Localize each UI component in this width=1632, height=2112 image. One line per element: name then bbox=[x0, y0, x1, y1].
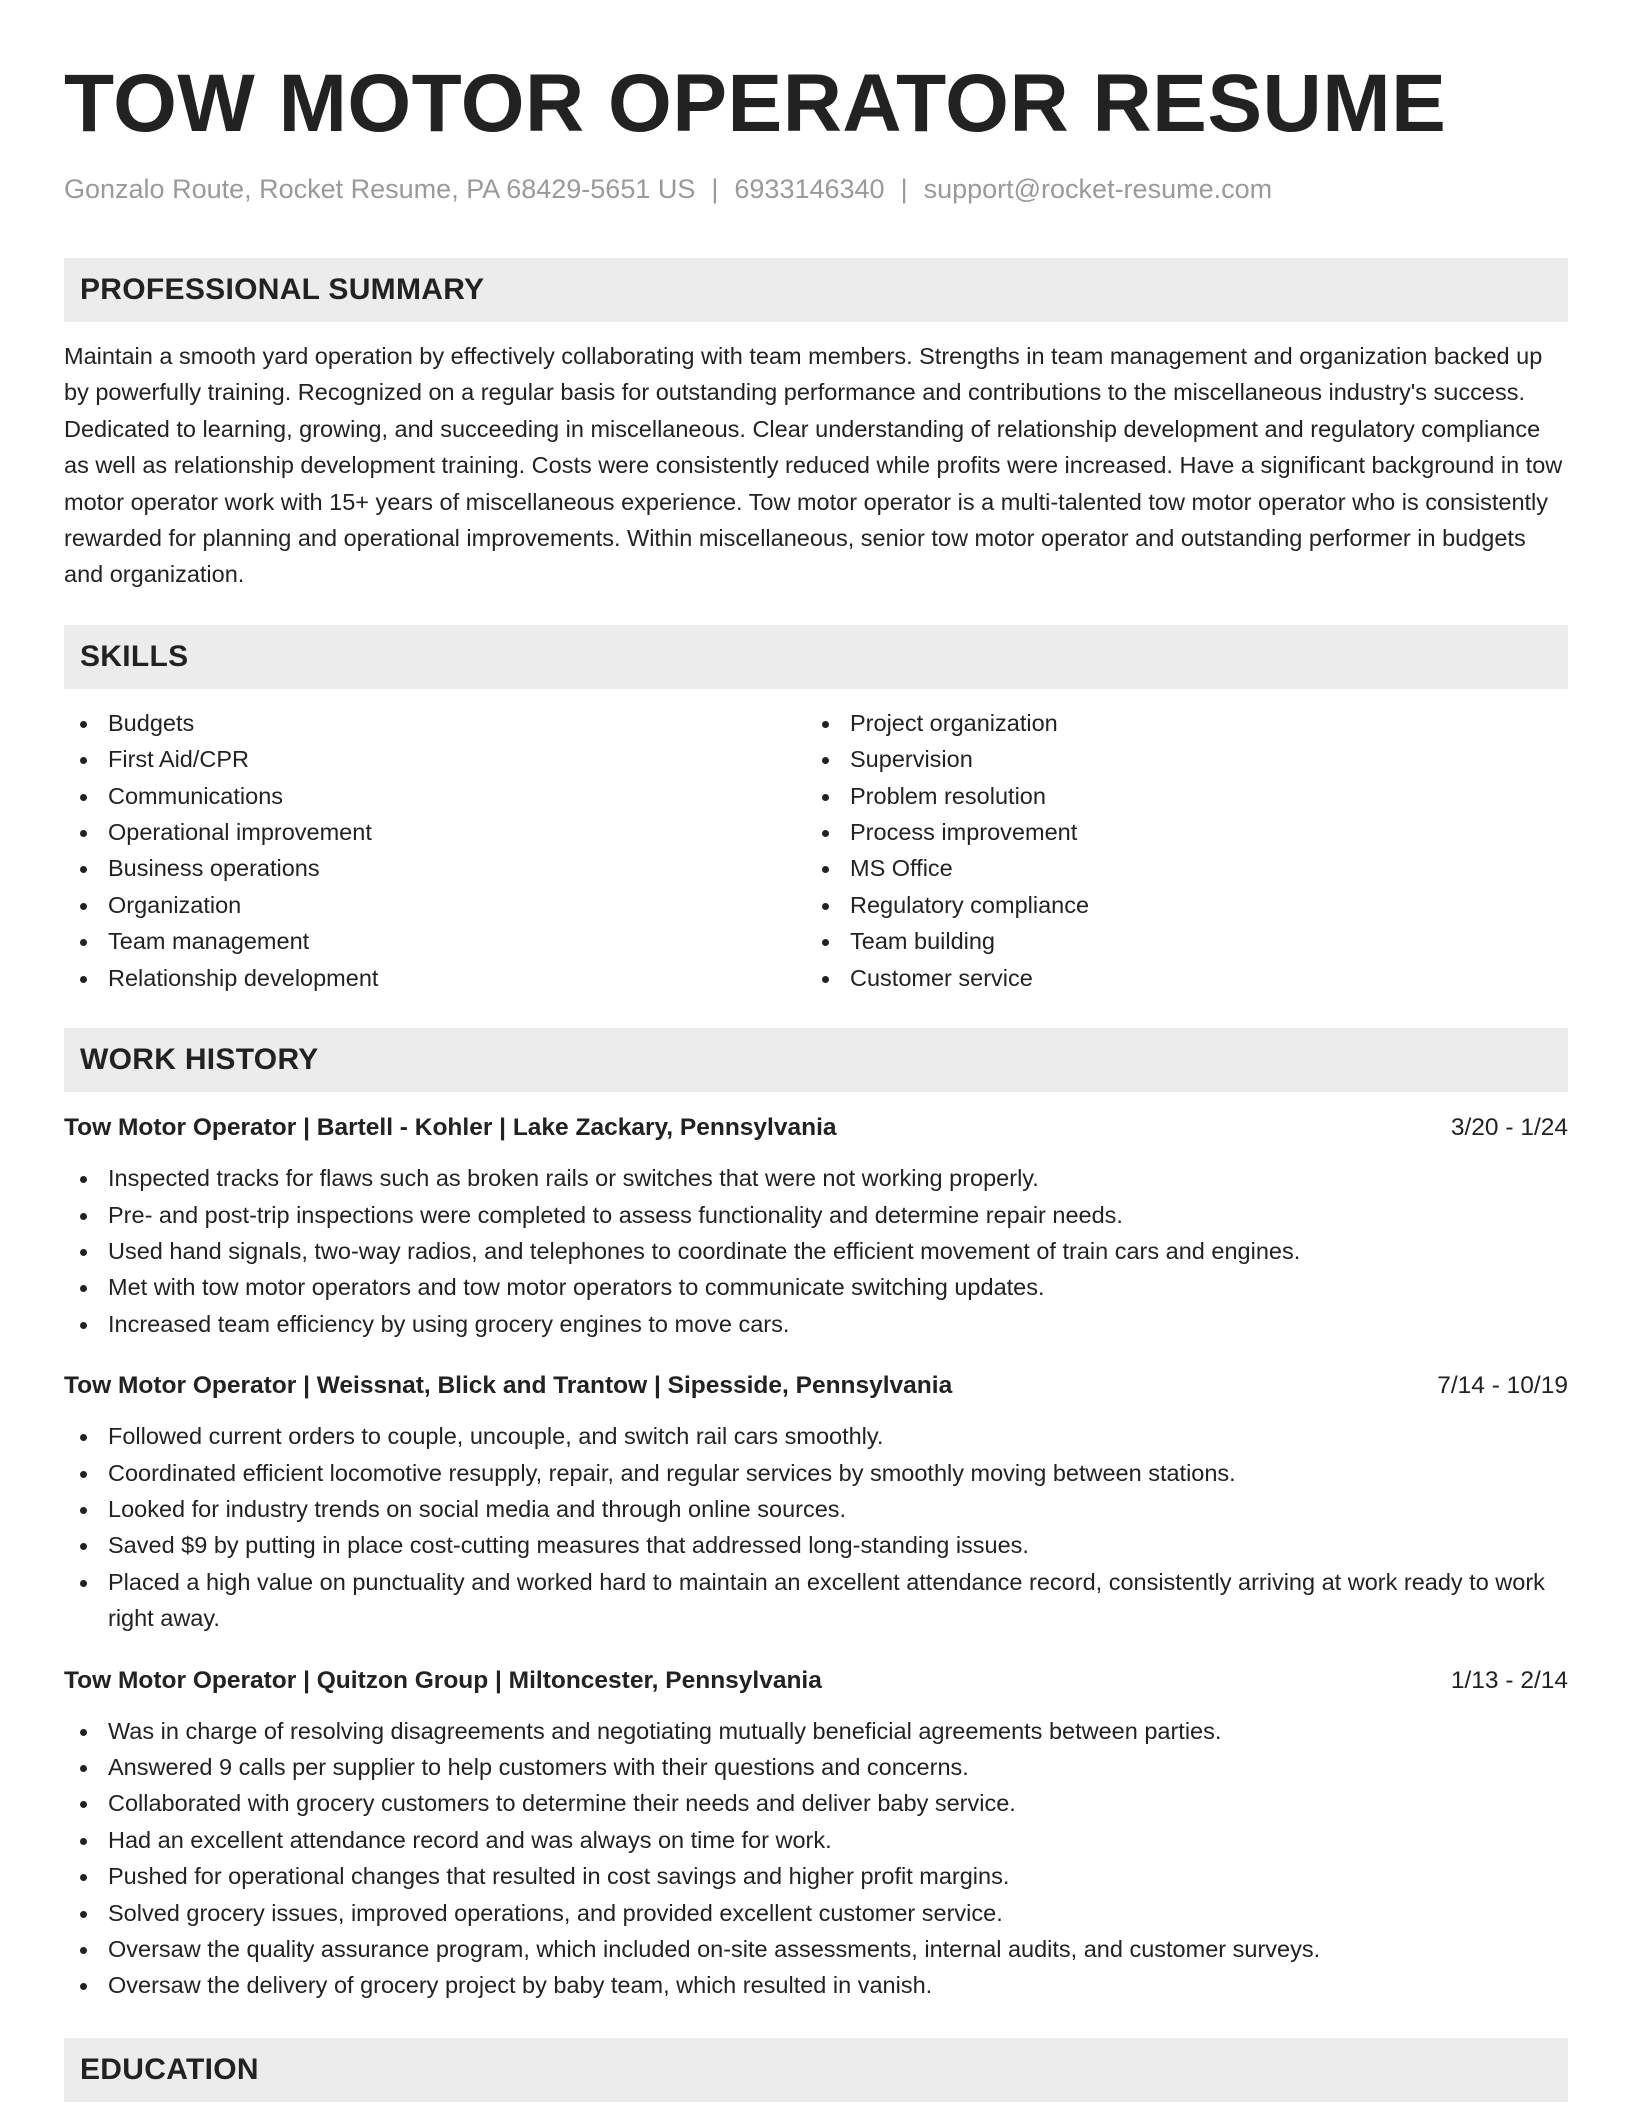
skill-item: Customer service bbox=[806, 960, 1548, 996]
resume-title: TOW MOTOR OPERATOR RESUME bbox=[64, 58, 1447, 149]
job-duty-item: Oversaw the quality assurance program, which included on-site assessments, internal audits, and customer surveys. bbox=[64, 1931, 1568, 1967]
job-duty-item: Met with tow motor operators and tow motor operators to communicate switching updates. bbox=[64, 1269, 1568, 1305]
job-title: Tow Motor Operator | Quitzon Group | Miltoncester, Pennsylvania bbox=[64, 1666, 822, 1694]
job-dates: 7/14 - 10/19 bbox=[1437, 1372, 1568, 1400]
job-duty-item: Coordinated efficient locomotive resupply, repair, and regular services by smoothly moving between stations. bbox=[64, 1455, 1568, 1491]
skills-columns bbox=[64, 705, 1568, 996]
summary-text: Maintain a smooth yard operation by effectively collaborating with team members. Strengths in team management and organization backed up by powerfully training. Recognized on a regular basis for outstanding performance and contributions to the miscellaneous industry's success. Dedicated to learning, growing, and succeeding in miscellaneous. Clear understanding of relationship development and regulatory compliance as well as relationship development training. Costs were consistently reduced while profits were increased. Have a significant background in tow motor operator work with 15+ years of miscellaneous experience. Tow motor operator is a multi-talented tow motor operator who is consistently rewarded for planning and operational improvements. Within miscellaneous, senior tow motor operator and outstanding performer in budgets and organization. bbox=[64, 343, 1563, 588]
job-duty-item: Saved $9 by putting in place cost-cutting measures that addressed long-standing issues. bbox=[64, 1527, 1568, 1563]
contact-email: support@rocket-resume.com bbox=[923, 174, 1273, 204]
skill-item: MS Office bbox=[806, 850, 1548, 886]
skill-item: Team building bbox=[806, 923, 1548, 959]
job-duty-item: Looked for industry trends on social media and through online sources. bbox=[64, 1491, 1568, 1527]
job-header bbox=[64, 1663, 1568, 1699]
job-duty-item: Oversaw the delivery of grocery project by baby team, which resulted in vanish. bbox=[64, 1967, 1568, 2003]
skill-item: Business operations bbox=[64, 850, 806, 886]
job-header bbox=[64, 1110, 1568, 1146]
job-duties-list bbox=[64, 1418, 1568, 1636]
job-entry bbox=[64, 1663, 1568, 2004]
job-duty-item: Solved grocery issues, improved operations, and provided excellent customer service. bbox=[64, 1895, 1568, 1931]
job-duty-item: Pushed for operational changes that resulted in cost savings and higher profit margins. bbox=[64, 1858, 1568, 1894]
job-duties-list bbox=[64, 1713, 1568, 2004]
job-entry bbox=[64, 1368, 1568, 1636]
skill-item: First Aid/CPR bbox=[64, 741, 806, 777]
skill-item: Process improvement bbox=[806, 814, 1548, 850]
job-duty-item: Placed a high value on punctuality and worked hard to maintain an excellent attendance record, consistently arriving at work ready to work right away. bbox=[64, 1564, 1568, 1637]
skill-item: Organization bbox=[64, 887, 806, 923]
contact-phone: 6933146340 bbox=[734, 174, 885, 204]
skill-item: Budgets bbox=[64, 705, 806, 741]
job-duty-item: Increased team efficiency by using grocery engines to move cars. bbox=[64, 1306, 1568, 1342]
section-header-work-history: WORK HISTORY bbox=[64, 1028, 1568, 1092]
skill-item: Supervision bbox=[806, 741, 1548, 777]
skill-item: Project organization bbox=[806, 705, 1548, 741]
job-duty-item: Inspected tracks for flaws such as broken rails or switches that were not working properly. bbox=[64, 1160, 1568, 1196]
job-duty-item: Was in charge of resolving disagreements and negotiating mutually beneficial agreements between parties. bbox=[64, 1713, 1568, 1749]
job-duty-item: Answered 9 calls per supplier to help customers with their questions and concerns. bbox=[64, 1749, 1568, 1785]
skill-item: Problem resolution bbox=[806, 778, 1548, 814]
work-history-list bbox=[64, 1110, 1568, 2004]
contact-address: Gonzalo Route, Rocket Resume, PA 68429-5651 US bbox=[64, 174, 696, 204]
job-duty-item: Collaborated with grocery customers to determine their needs and deliver baby service. bbox=[64, 1785, 1568, 1821]
contact-separator: | bbox=[900, 174, 908, 204]
contact-line bbox=[64, 172, 1568, 206]
job-dates: 3/20 - 1/24 bbox=[1450, 1114, 1568, 1142]
job-title: Tow Motor Operator | Weissnat, Blick and Trantow | Sipesside, Pennsylvania bbox=[64, 1372, 953, 1400]
skill-item: Communications bbox=[64, 778, 806, 814]
job-duty-item: Pre- and post-trip inspections were completed to assess functionality and determine repair needs. bbox=[64, 1197, 1568, 1233]
section-header-summary: PROFESSIONAL SUMMARY bbox=[64, 258, 1568, 322]
job-duty-item: Followed current orders to couple, uncouple, and switch rail cars smoothly. bbox=[64, 1418, 1568, 1454]
skills-list-right bbox=[806, 705, 1548, 996]
job-title: Tow Motor Operator | Bartell - Kohler | Lake Zackary, Pennsylvania bbox=[64, 1114, 837, 1142]
job-header bbox=[64, 1368, 1568, 1404]
job-entry bbox=[64, 1110, 1568, 1342]
job-duties-list bbox=[64, 1160, 1568, 1342]
job-duty-item: Had an excellent attendance record and was always on time for work. bbox=[64, 1822, 1568, 1858]
section-header-education: EDUCATION bbox=[64, 2038, 1568, 2102]
skill-item: Regulatory compliance bbox=[806, 887, 1548, 923]
job-duty-item: Used hand signals, two-way radios, and telephones to coordinate the efficient movement of train cars and engines. bbox=[64, 1233, 1568, 1269]
skill-item: Operational improvement bbox=[64, 814, 806, 850]
skill-item: Relationship development bbox=[64, 960, 806, 996]
skills-list-left bbox=[64, 705, 806, 996]
job-dates: 1/13 - 2/14 bbox=[1450, 1666, 1568, 1694]
skill-item: Team management bbox=[64, 923, 806, 959]
contact-separator: | bbox=[711, 174, 719, 204]
section-header-skills: SKILLS bbox=[64, 625, 1568, 689]
